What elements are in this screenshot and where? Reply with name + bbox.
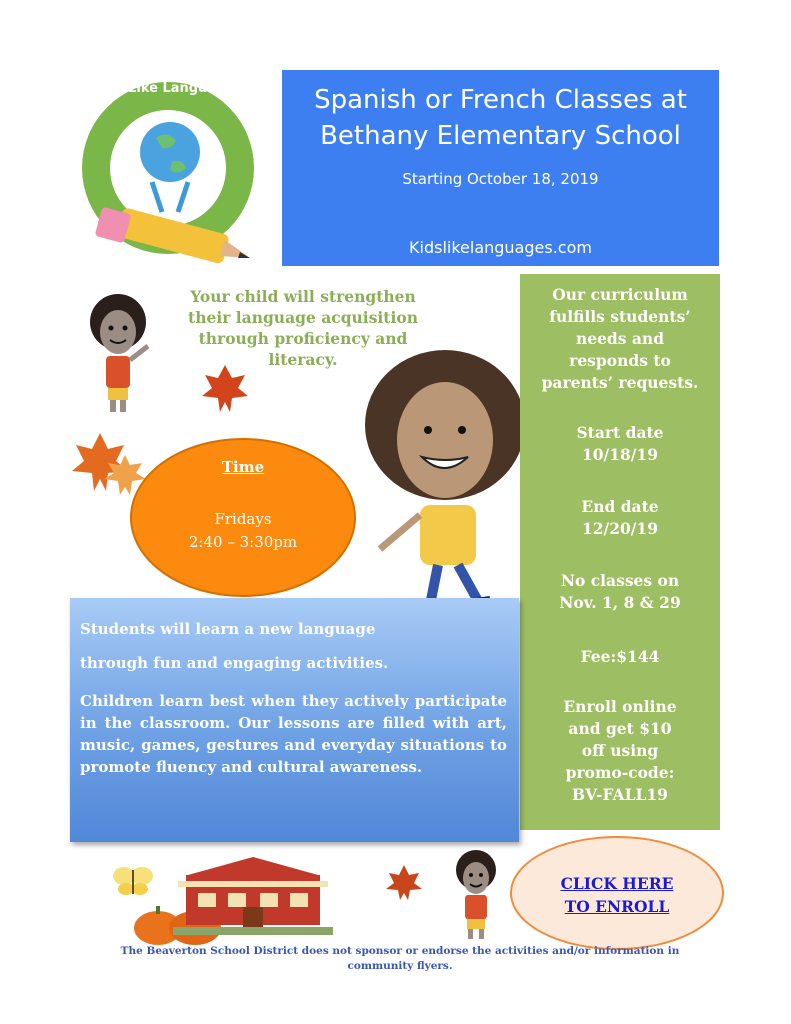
end-date-value: 12/20/19 [581,519,659,538]
enroll-line-1[interactable]: CLICK HERE [560,874,674,893]
title-line-2: Bethany Elementary School [320,121,681,151]
curriculum-line: fulfills students’ [549,307,691,326]
curriculum-line: responds to [569,351,671,370]
intro-line-3: through proficiency and [198,329,408,348]
autumn-leaf-small-icon [385,862,423,902]
learning-description-box [70,598,519,842]
curriculum-text [520,284,720,394]
time-hours: 2:40 – 3:30pm [188,533,298,551]
start-date-text: Starting October 18, 2019 [402,170,599,188]
schoolhouse-icon [168,855,338,940]
time-oval [130,438,356,597]
promo-line: off using [581,741,659,760]
promo-block [520,696,720,806]
logo-text: Kids Like Languages [92,81,242,96]
learn-line-2: through fun and engaging activities. [80,654,389,672]
end-date-block [520,496,720,540]
no-classes-block [520,570,720,614]
fee-text: Fee:$144 [580,647,660,666]
promo-line: and get $10 [568,719,672,738]
kids-like-languages-logo [60,70,275,275]
header-banner [282,70,719,266]
autumn-leaf-icon [200,360,250,415]
page-title [282,82,719,154]
disclaimer-line-1: The Beaverton School District does not sponsor or endorse the activities and/or information in [120,945,680,957]
curriculum-line: needs and [575,329,665,348]
promo-code: BV-FALL19 [572,785,668,804]
boy-illustration [78,290,158,415]
disclaimer-line-2: community flyers. [347,960,453,972]
learn-line-1: Students will learn a new language [80,620,376,638]
start-date-label: Start date [576,423,664,442]
title-line-1: Spanish or French Classes at [314,85,687,115]
enroll-button[interactable] [510,836,724,950]
time-title: Time [221,458,265,476]
intro-line-2: their language acquisition [188,308,418,327]
girl-illustration [350,345,530,615]
disclaimer-text [60,944,740,974]
intro-line-1: Your child will strengthen [190,287,416,306]
promo-line: promo-code: [565,763,675,782]
promo-line: Enroll online [563,697,677,716]
curriculum-line: parents’ requests. [541,373,699,392]
boy-small-illustration [440,848,512,940]
website-text: Kidslikelanguages.com [409,238,592,257]
start-date-value: 10/18/19 [581,445,659,464]
time-day: Fridays [214,510,272,528]
no-classes-line-2: Nov. 1, 8 & 29 [559,593,681,612]
intro-line-4: literacy. [268,350,338,369]
end-date-label: End date [581,497,659,516]
details-column [520,274,720,830]
no-classes-line-1: No classes on [560,571,680,590]
learn-paragraph: Children learn best when they actively participate in the classroom. Our lessons are filled with art, music, games, gestures and everyday situations to promote fluency and cultural awareness. [80,692,507,776]
start-date-block [520,422,720,466]
curriculum-line: Our curriculum [552,285,688,304]
enroll-line-2[interactable]: TO ENROLL [564,897,670,916]
butterfly-icon [112,862,154,898]
